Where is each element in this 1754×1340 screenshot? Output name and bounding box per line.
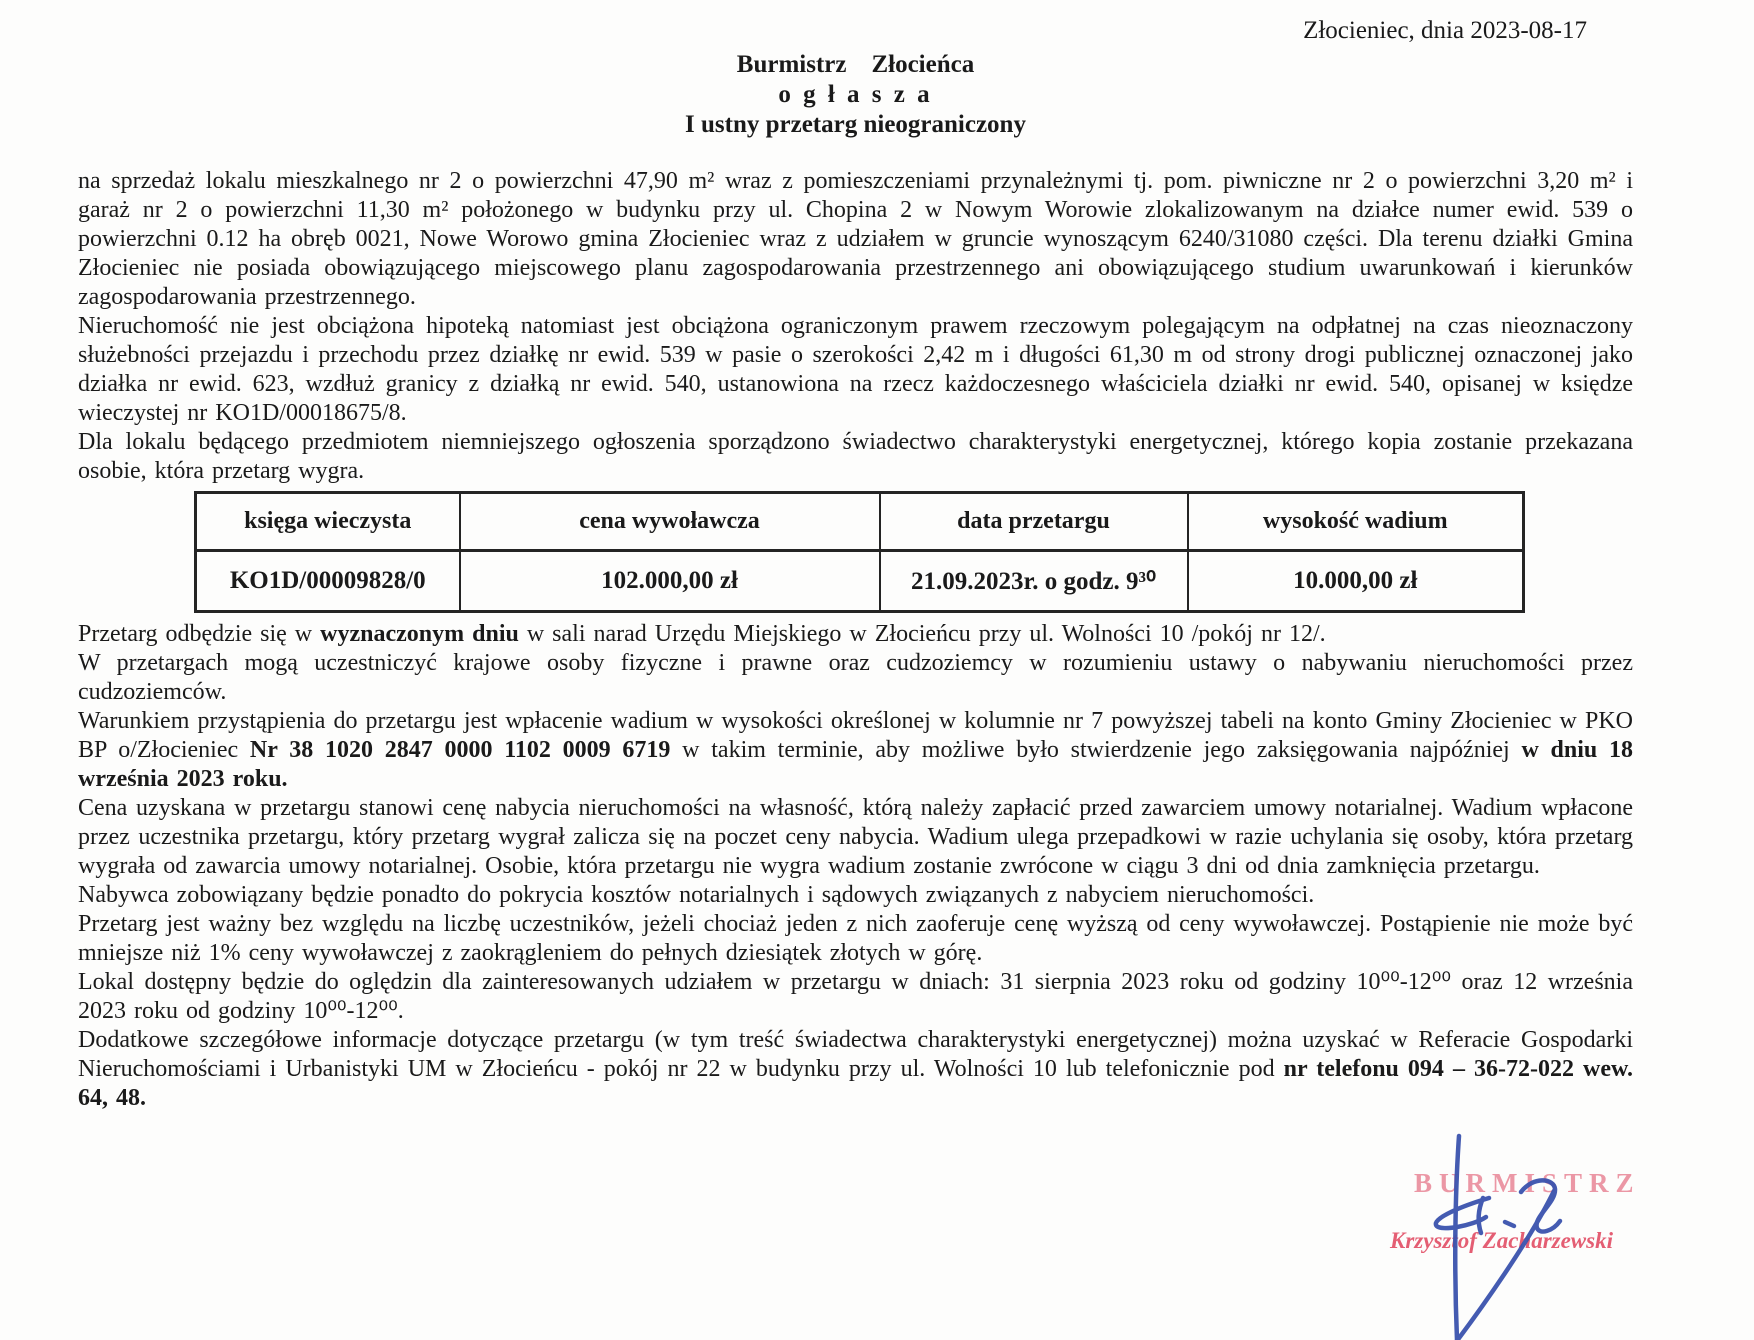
body-text-after-table xyxy=(78,620,1633,1113)
text-run: Przetarg jest ważny bez względu na liczbę uczestników, jeżeli chociaż jeden z nich zaoferuje cenę wyższą od ceny wywoławczej. Postąpienie nie może być mniejsze niż 1% ceny wywoławczej z zaokrągleniem do pełnych dziesiątek złotych w górę. xyxy=(78,911,1633,966)
col-header-land-register: księga wieczysta xyxy=(196,493,460,551)
bold-text-run: Nr 38 1020 2847 0000 1102 0009 6719 xyxy=(249,737,671,763)
paragraph xyxy=(78,649,1633,707)
col-header-auction-date: data przetargu xyxy=(880,493,1188,551)
date-line: Złocieniec, dnia 2023-08-17 xyxy=(1303,17,1587,44)
col-header-starting-price: cena wywoławcza xyxy=(460,493,880,551)
paragraph xyxy=(78,428,1633,486)
body-text-before-table xyxy=(78,167,1633,486)
mayor-stamp-title: BURMISTRZ xyxy=(1414,1168,1641,1198)
signature-diagonal-stroke xyxy=(1450,1191,1554,1340)
paragraph xyxy=(78,167,1633,312)
auction-table xyxy=(194,491,1525,613)
mayor-stamp-name: Krzysztof Zacharzewski xyxy=(1390,1228,1613,1253)
paragraph xyxy=(78,1026,1633,1113)
paragraph xyxy=(78,881,1633,910)
table-header-row xyxy=(196,493,1524,551)
title-block xyxy=(78,50,1633,140)
text-run: Dodatkowe szczegółowe informacje dotyczące przetargu (w tym treść świadectwa charakterystyki energetycznej) można uzyskać w Referacie Gospodarki Nieruchomościami i Urbanistyki UM w Złocieńcu - pokój nr 22 w budynku przy ul. Wolności 10 lub telefonicznie pod xyxy=(78,1027,1633,1082)
text-run: w sali narad Urzędu Miejskiego w Złocieńcu przy ul. Wolności 10 /pokój nr 12/. xyxy=(518,621,1326,647)
bold-text-run: w dniu 18 września 2023 roku. xyxy=(78,737,1634,792)
col-header-deposit-amount: wysokość wadium xyxy=(1188,493,1524,551)
paragraph xyxy=(78,620,1633,649)
signature-dash xyxy=(1505,1222,1514,1226)
cell-auction-date: 21.09.2023r. o godz. 9³⁰ xyxy=(880,551,1188,612)
cell-deposit-amount: 10.000,00 zł xyxy=(1188,551,1524,612)
signature-s-curve xyxy=(1521,1180,1560,1231)
text-run: Cena uzyskana w przetargu stanowi cenę nabycia nieruchomości na własność, którą należy zapłacić przed zawarciem umowy notarialnej. Wadium wpłacone przez uczestnika przetargu, który przetarg wygrał zalicza się na poczet ceny nabycia. Wadium ulega przepadkowi w razie uchylania się osoby, która przetarg wygrała od zawarcia umowy notarialnej. Osobie, która przetargu nie wygra wadium zostanie zwrócone w ciągu 3 dni od dnia zamknięcia przetargu. xyxy=(78,795,1633,879)
text-run: Przetarg odbędzie się w xyxy=(78,621,321,647)
document-content xyxy=(78,0,1633,1113)
text-run: Warunkiem przystąpienia do przetargu jest wpłacenie wadium w wysokości określonej w kolumnie nr 7 powyższej tabeli na konto Gminy Złocieniec w PKO BP o/Złocieniec xyxy=(78,708,1633,763)
title-author: Burmistrz Złocieńca xyxy=(736,51,975,78)
text-run: Nabywca zobowiązany będzie ponadto do pokrycia kosztów notarialnych i sądowych związanych z nabyciem nieruchomości. xyxy=(78,882,1315,908)
paragraph xyxy=(78,968,1633,1026)
paragraph xyxy=(78,910,1633,968)
cell-land-register: KO1D/00009828/0 xyxy=(196,551,460,612)
text-run: Lokal dostępny będzie do oględzin dla zainteresowanych udziałem w przetargu w dniach: 31 sierpnia 2023 roku od godziny 10⁰⁰-12⁰⁰ oraz 12 września 2023 roku od godziny 10⁰⁰-12⁰⁰. xyxy=(78,969,1633,1024)
bold-text-run: wyznaczonym dniu xyxy=(320,621,519,647)
paragraph xyxy=(78,794,1633,881)
paragraph xyxy=(78,707,1633,794)
signature-vertical-stroke xyxy=(1455,1136,1459,1340)
title-announces: o g ł a s z a xyxy=(778,81,933,108)
pen-signature xyxy=(1370,1118,1641,1340)
title-auction-name: I ustny przetarg nieograniczony xyxy=(685,111,1026,138)
signature-loop-tail xyxy=(1479,1198,1483,1233)
bold-text-run: nr telefonu 094 – 36-72-022 wew. 64, 48. xyxy=(78,1056,1634,1111)
text-run: Nieruchomość nie jest obciążona hipoteką natomiast jest obciążona ograniczonym prawem rzeczowym polegającym na odpłatnej na czas nieoznaczony służebności przejazdu i przechodu przez działkę nr ewid. 539 w pasie o szerokości 2,42 m i długości 61,30 m od strony drogi publicznej oznaczonej jako działka nr ewid. 623, wzdłuż granicy z działką nr ewid. 540, ustanowiona na rzecz każdoczesnego właściciela działki nr ewid. 540, opisanej w księdze wieczystej nr KO1D/00018675/8. xyxy=(78,313,1633,426)
text-run: Dla lokalu będącego przedmiotem niemniejszego ogłoszenia sporządzono świadectwo charakterystyki energetycznej, którego kopia zostanie przekazana osobie, która przetarg wygra. xyxy=(78,429,1633,484)
text-run: na sprzedaż lokalu mieszkalnego nr 2 o powierzchni 47,90 m² wraz z pomieszczeniami przynależnymi tj. pom. piwniczne nr 2 o powierzchni 3,20 m² i garaż nr 2 o powierzchni 11,30 m² położonego w budynku przy ul. Chopina 2 w Nowym Worowie zlokalizowanym na działce numer ewid. 539 o powierzchni 0.12 ha obręb 0021, Nowe Worowo gmina Złocieniec wraz z udziałem w gruncie wynoszącym 6240/31080 części. Dla terenu działki Gmina Złocieniec nie posiada obowiązującego miejscowego planu zagospodarowania przestrzennego ani obowiązującego studium uwarunkowań i kierunków zagospodarowania przestrzennego. xyxy=(78,168,1633,310)
text-run: w takim terminie, aby możliwe było stwierdzenie jego zaksięgowania najpóźniej xyxy=(670,737,1522,763)
paragraph xyxy=(78,312,1633,428)
cell-starting-price: 102.000,00 zł xyxy=(460,551,880,612)
table-row xyxy=(196,551,1524,612)
text-run: W przetargach mogą uczestniczyć krajowe osoby fizyczne i prawne oraz cudzoziemcy w rozumieniu ustawy o nabywaniu nieruchomości przez cudzoziemców. xyxy=(78,650,1633,705)
